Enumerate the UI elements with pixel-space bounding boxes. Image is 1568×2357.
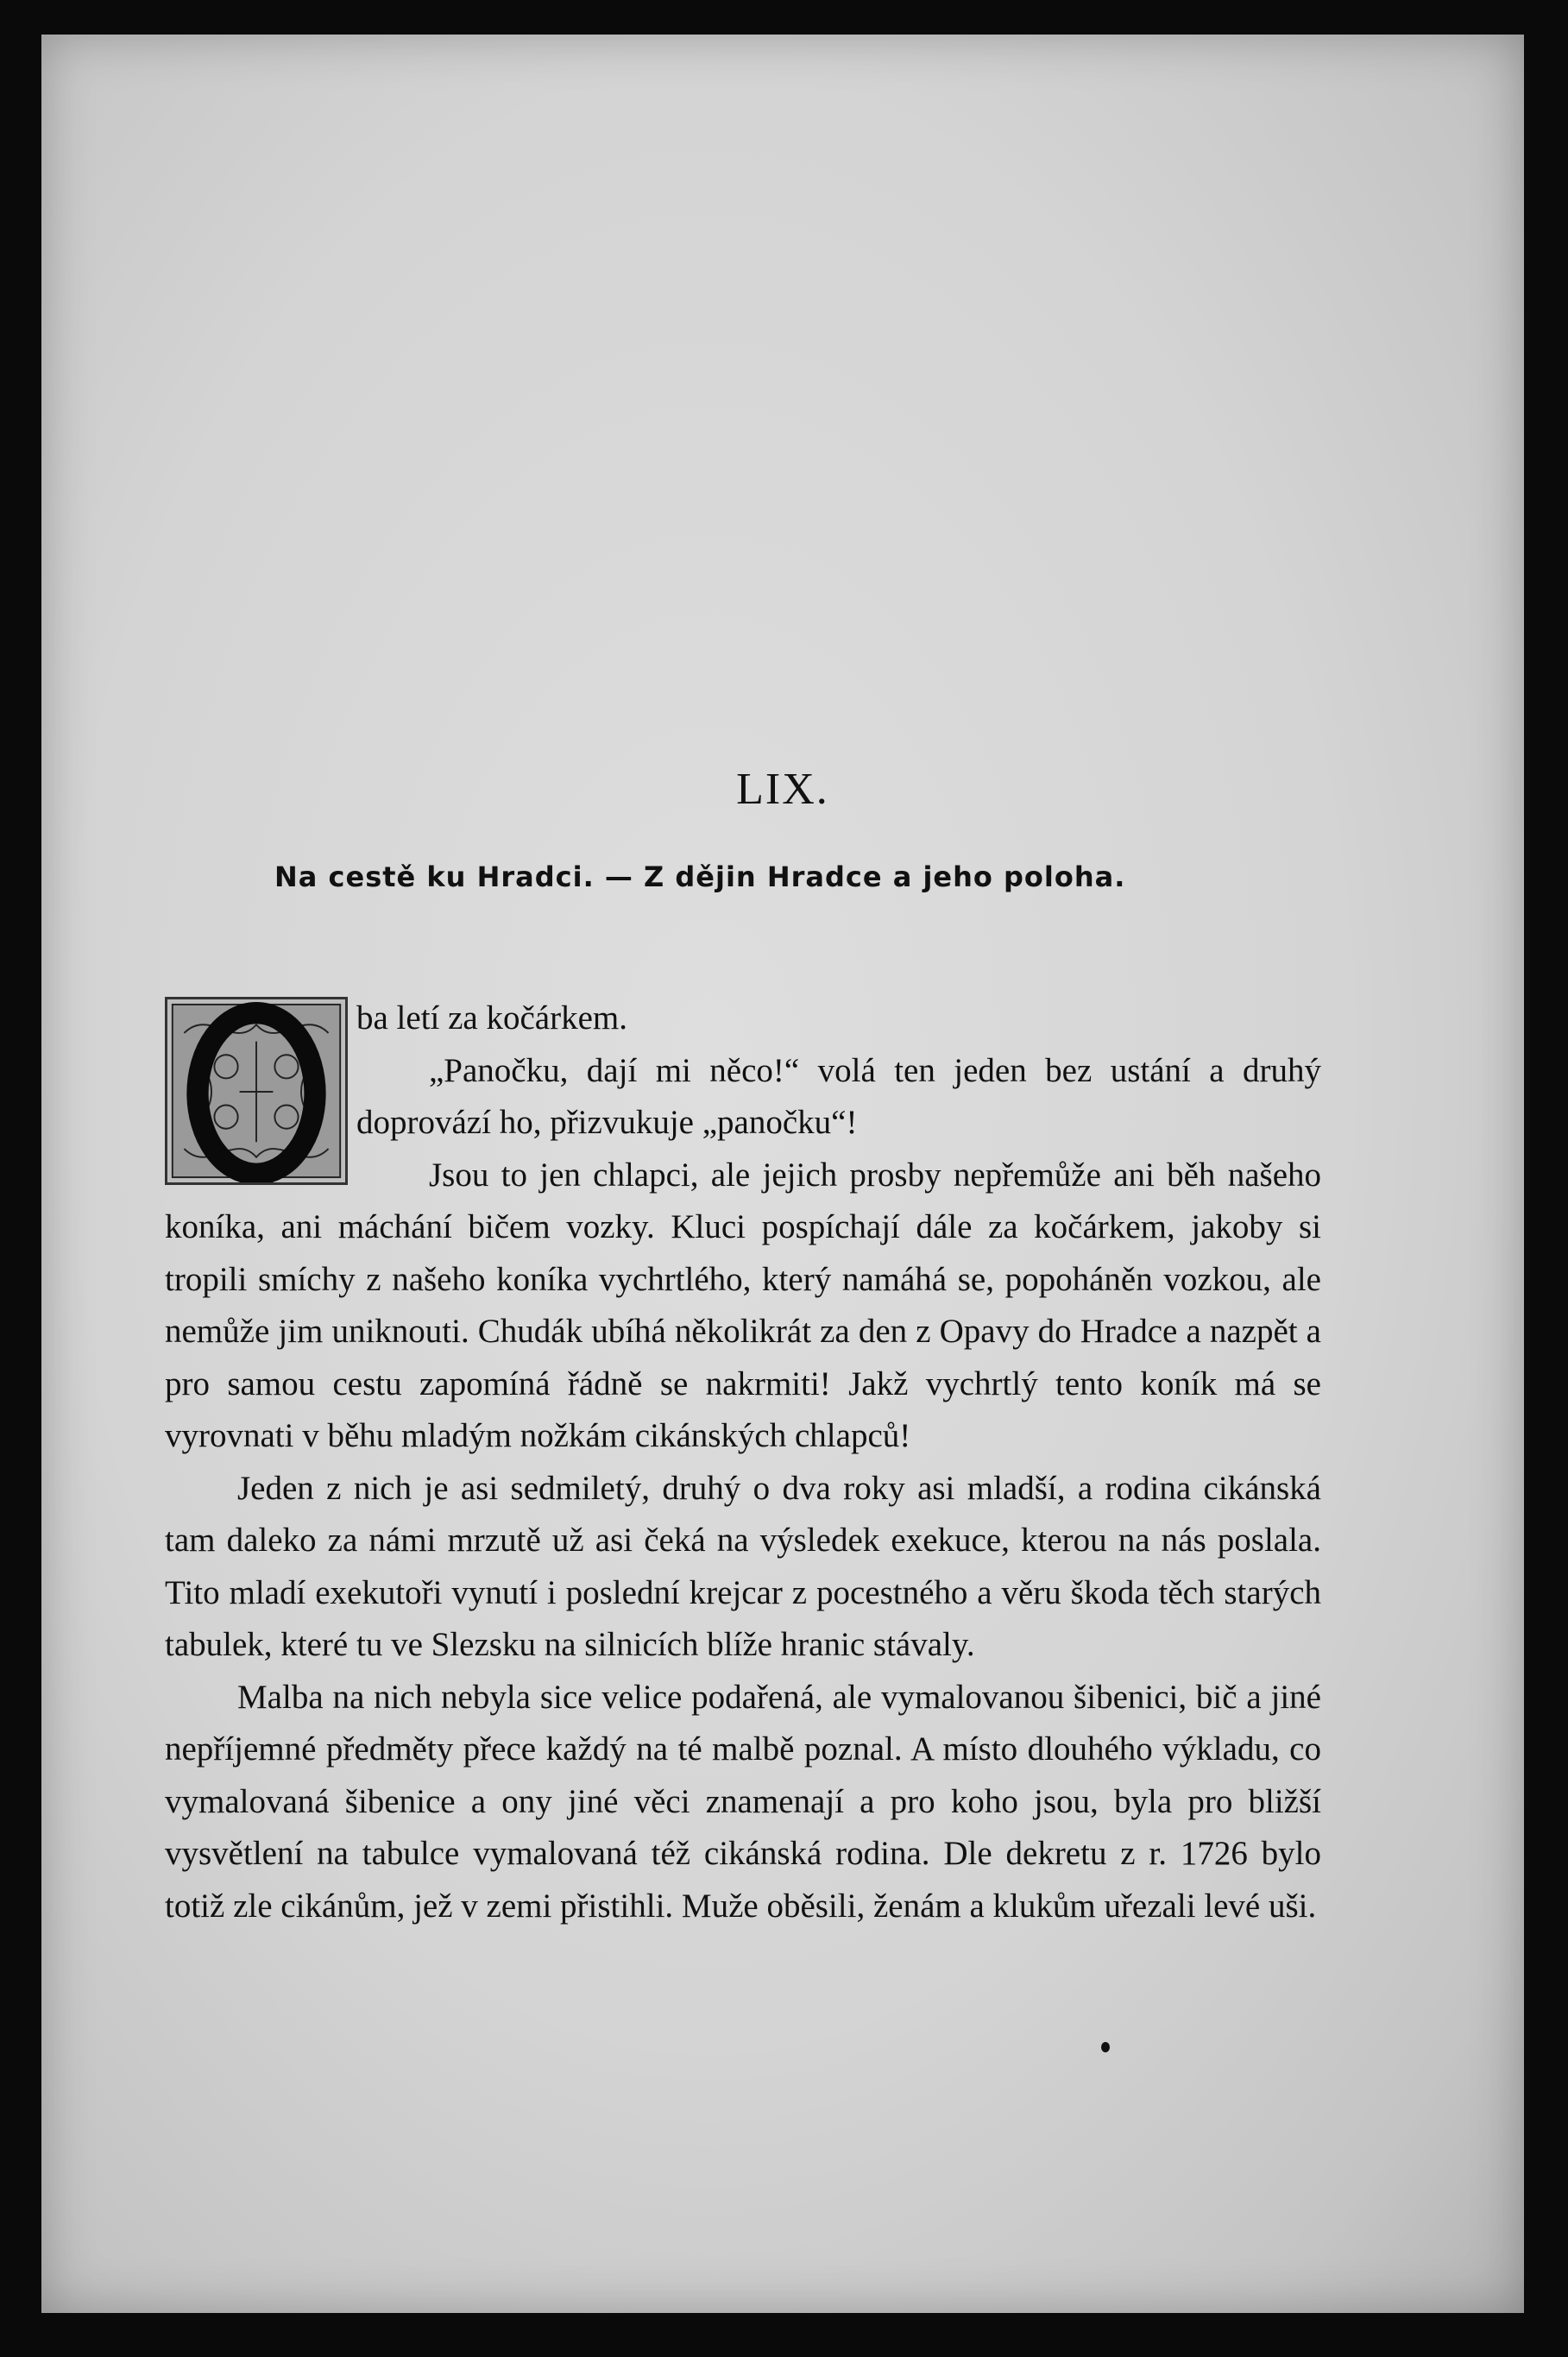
book-page xyxy=(41,35,1524,2313)
ornamental-dropcap-o xyxy=(165,997,348,1185)
paragraph-4: Jeden z nich je asi sedmiletý, druhý o dva roky asi mladší, a rodina cikánská tam daleko za námi mrzutě už asi čeká na výsledek exekuce, kterou na nás poslala. Tito mladí exekutoři vynutí i poslední krejcar z pocestného a věru škoda těch starých tabulek, které tu ve Slezsku na silnicích blíže hranic stávaly. xyxy=(165,1469,1321,1663)
paragraph-3: Jsou to jen chlapci, ale jejich prosby nepřemůže ani běh našeho koníka, ani máchání bičem vozky. Kluci pospíchají dále za kočárkem, jakoby si tropili smíchy z našeho koníka vychrtlého, který namáhá se, popoháněn vozkou, ale nemůže jim uniknouti. Chudák ubíhá několikrát za den z Opavy do Hradce a nazpět a pro samou cestu zapomíná řádně se nakrmiti! Jakž vychrtlý tento koník má se vyrovnati v běhu mladým nožkám cikánských chlapců! xyxy=(165,1156,1321,1454)
paragraph-5: Malba na nich nebyla sice velice podařená, ale vymalovanou šibenici, bič a jiné nepříjemné předměty přece každý na té malbě poznal. A místo dlouhého výkladu, co vymalovaná šibenice a ony jiné věci znamenají a pro koho jsou, byla pro bližší vysvětlení na tabulce vymalovaná též cikánská rodina. Dle dekretu z r. 1726 bylo totiž zle cikánům, jež v zemi přistihli. Muže oběsili, ženám a klukům uřezali levé uši. xyxy=(165,1678,1321,1925)
paragraph-1 xyxy=(165,993,1321,1045)
paragraph-1-text: ba letí za kočárkem. xyxy=(356,999,627,1037)
body-text xyxy=(165,993,1321,1932)
dropcap-ornament-icon xyxy=(167,999,345,1182)
chapter-subtitle: Na cestě ku Hradci. — Z dějin Hradce a jeho poloha. xyxy=(274,860,1126,893)
ink-speck xyxy=(1101,2042,1110,2052)
paragraph-2: „Panočku, dají mi něco!“ volá ten jeden bez ustání a druhý doprovází ho, přizvukuje „panočku“! xyxy=(356,1051,1321,1141)
chapter-number: LIX. xyxy=(736,765,829,814)
